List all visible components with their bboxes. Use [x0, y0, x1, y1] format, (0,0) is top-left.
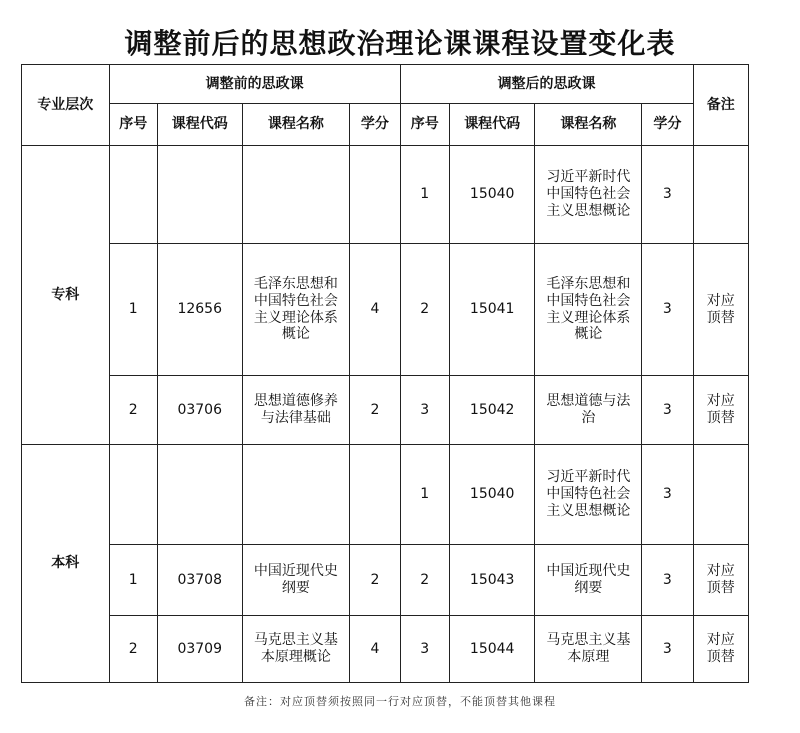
before-name: 毛泽东思想和中国特色社会主义理论体系概论 [242, 244, 350, 376]
after-credit: 3 [642, 616, 693, 683]
header-after-seq: 序号 [400, 104, 449, 146]
remark [693, 445, 748, 545]
after-code: 15040 [449, 146, 535, 244]
header-after-credit: 学分 [642, 104, 693, 146]
header-before-seq: 序号 [109, 104, 157, 146]
after-code: 15042 [449, 376, 535, 445]
after-credit: 3 [642, 146, 693, 244]
after-name: 马克思主义基本原理 [535, 616, 642, 683]
before-code [157, 445, 242, 545]
after-seq: 3 [400, 616, 449, 683]
before-code: 03709 [157, 616, 242, 683]
after-name: 习近平新时代中国特色社会主义思想概论 [535, 146, 642, 244]
header-before-name: 课程名称 [242, 104, 350, 146]
before-seq: 2 [109, 376, 157, 445]
before-name: 中国近现代史纲要 [242, 545, 350, 616]
after-seq: 1 [400, 445, 449, 545]
after-name: 思想道德与法治 [535, 376, 642, 445]
after-code: 15041 [449, 244, 535, 376]
before-name: 思想道德修养与法律基础 [242, 376, 350, 445]
table-row [22, 545, 749, 616]
remark: 对应顶替 [693, 376, 748, 445]
table-row [22, 146, 749, 244]
header-after-group: 调整后的思政课 [400, 65, 693, 104]
after-name: 中国近现代史纲要 [535, 545, 642, 616]
before-credit [350, 146, 400, 244]
before-seq: 1 [109, 545, 157, 616]
page-title: 调整前后的思想政治理论课课程设置变化表 [124, 27, 676, 60]
after-name: 习近平新时代中国特色社会主义思想概论 [535, 445, 642, 545]
header-before-group: 调整前的思政课 [109, 65, 400, 104]
before-code [157, 146, 242, 244]
before-name [242, 445, 350, 545]
table-row [22, 445, 749, 545]
table-row [22, 244, 749, 376]
table-row [22, 376, 749, 445]
after-seq: 1 [400, 146, 449, 244]
remark: 对应顶替 [693, 616, 748, 683]
course-change-table [21, 64, 749, 683]
level-benke: 本科 [22, 445, 110, 683]
after-name: 毛泽东思想和中国特色社会主义理论体系概论 [535, 244, 642, 376]
header-before-credit: 学分 [350, 104, 400, 146]
remark: 对应顶替 [693, 545, 748, 616]
before-code: 03706 [157, 376, 242, 445]
after-seq: 2 [400, 545, 449, 616]
before-credit: 2 [350, 376, 400, 445]
after-credit: 3 [642, 545, 693, 616]
header-after-name: 课程名称 [535, 104, 642, 146]
before-seq: 2 [109, 616, 157, 683]
remark: 对应顶替 [693, 244, 748, 376]
remark [693, 146, 748, 244]
after-credit: 3 [642, 376, 693, 445]
after-code: 15043 [449, 545, 535, 616]
after-credit: 3 [642, 445, 693, 545]
after-code: 15044 [449, 616, 535, 683]
before-credit: 4 [350, 244, 400, 376]
before-code: 12656 [157, 244, 242, 376]
before-seq [109, 146, 157, 244]
header-level: 专业层次 [22, 65, 110, 146]
after-credit: 3 [642, 244, 693, 376]
level-zhuanke: 专科 [22, 146, 110, 445]
before-code: 03708 [157, 545, 242, 616]
after-code: 15040 [449, 445, 535, 545]
before-credit: 2 [350, 545, 400, 616]
before-seq: 1 [109, 244, 157, 376]
header-before-code: 课程代码 [157, 104, 242, 146]
before-name: 马克思主义基本原理概论 [242, 616, 350, 683]
header-remark: 备注 [693, 65, 748, 146]
after-seq: 2 [400, 244, 449, 376]
before-credit [350, 445, 400, 545]
header-after-code: 课程代码 [449, 104, 535, 146]
after-seq: 3 [400, 376, 449, 445]
table-row [22, 616, 749, 683]
before-name [242, 146, 350, 244]
footnote: 备注：对应顶替须按照同一行对应顶替，不能顶替其他课程 [244, 695, 556, 708]
before-credit: 4 [350, 616, 400, 683]
before-seq [109, 445, 157, 545]
